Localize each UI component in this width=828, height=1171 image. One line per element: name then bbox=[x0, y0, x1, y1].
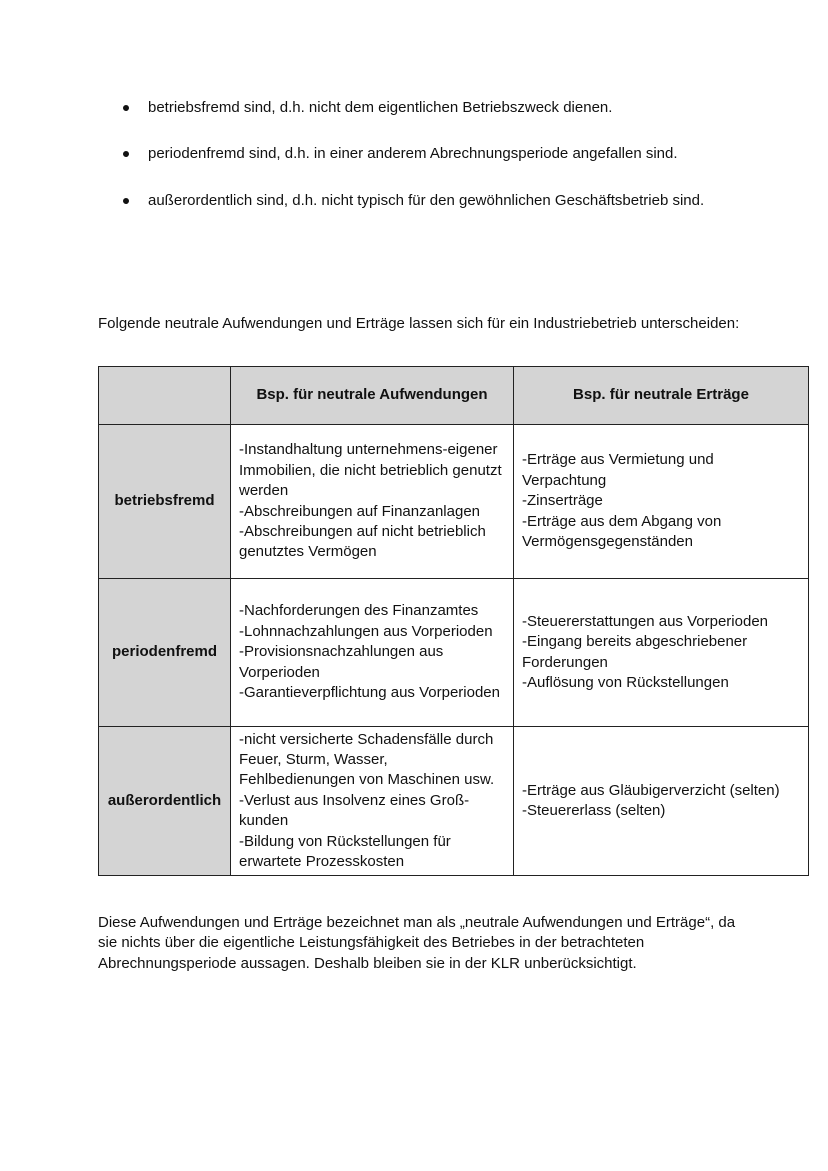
cell-item: -Eingang bereits abgeschriebener Forderungen bbox=[522, 633, 748, 671]
ertraege-cell bbox=[514, 727, 809, 876]
neutral-items-table bbox=[98, 366, 809, 876]
table-row bbox=[99, 727, 809, 876]
cell-item: -Instandhaltung unternehmens-eigener Immobilien, die nicht betrieblich genutzt werden bbox=[239, 441, 502, 500]
cell-item: -Steuererlass (selten) bbox=[522, 802, 666, 819]
bullet-list bbox=[120, 98, 760, 237]
bullet-text: betriebsfremd sind, d.h. nicht dem eigentlichen Betriebszweck dienen. bbox=[148, 99, 613, 116]
ertraege-cell bbox=[514, 579, 809, 727]
ertraege-cell bbox=[514, 425, 809, 579]
cell-item: -Garantieverpflichtung aus Vorperioden bbox=[239, 684, 500, 702]
cell-item: -Erträge aus Vermietung und Verpachtung bbox=[522, 451, 714, 489]
aufwendungen-cell bbox=[231, 425, 514, 579]
closing-paragraph: Diese Aufwendungen und Erträge bezeichnet man als „neutrale Aufwendungen und Erträge“, da sie nichts über die eigentliche Leistungsfähigkeit des Betriebes in der betrachteten Abrechnungsperiode aussagen. Deshalb bleiben sie in der KLR unberücksichtigt. bbox=[98, 914, 736, 972]
bullet-text: periodenfremd sind, d.h. in einer anderem Abrechnungsperiode angefallen sind. bbox=[148, 145, 678, 163]
cell-item: -Erträge aus Gläubigerverzicht (selten) bbox=[522, 781, 780, 799]
row-label-ausserordentlich: außerordentlich bbox=[99, 727, 231, 876]
header-corner-cell bbox=[99, 367, 231, 425]
cell-item: -Verlust aus Insolvenz eines Groß-kunden bbox=[239, 791, 470, 830]
cell-item: -Lohnnachzahlungen aus Vorperioden bbox=[239, 622, 493, 640]
bullet-text: außerordentlich sind, d.h. nicht typisch für den gewöhnlichen Geschäftsbetrieb sind. bbox=[148, 191, 705, 209]
bullet-item bbox=[120, 144, 760, 164]
bullet-dot-icon bbox=[123, 105, 129, 111]
header-ertraege: Bsp. für neutrale Erträge bbox=[514, 367, 809, 425]
aufwendungen-cell bbox=[231, 579, 514, 727]
cell-item: -Abschreibungen auf nicht betrieblich genutztes Vermögen bbox=[239, 522, 486, 561]
intro-paragraph: Folgende neutrale Aufwendungen und Erträge lassen sich für ein Industriebetrieb unterscheiden: bbox=[98, 315, 740, 332]
cell-item: -Erträge aus dem Abgang von Vermögensgegenständen bbox=[522, 512, 722, 551]
row-label-periodenfremd: periodenfremd bbox=[99, 579, 231, 727]
cell-item: -Auflösung von Rückstellungen bbox=[522, 673, 729, 691]
table-row bbox=[99, 425, 809, 579]
cell-item: -Steuererstattungen aus Vorperioden bbox=[522, 612, 768, 630]
cell-item: -Nachforderungen des Finanzamtes bbox=[239, 602, 479, 620]
bullet-item bbox=[120, 191, 760, 211]
cell-item: -Bildung von Rückstellungen für erwartete Prozesskosten bbox=[239, 832, 451, 871]
cell-item: -Zinserträge bbox=[522, 492, 603, 510]
aufwendungen-cell bbox=[231, 727, 514, 876]
cell-item: -Abschreibungen auf Finanzanlagen bbox=[239, 502, 481, 520]
row-label-betriebsfremd: betriebsfremd bbox=[99, 425, 231, 579]
header-aufwendungen: Bsp. für neutrale Aufwendungen bbox=[231, 367, 514, 425]
cell-item: -Provisionsnachzahlungen aus Vorperioden bbox=[239, 643, 444, 681]
bullet-item bbox=[120, 98, 760, 118]
table-header-row bbox=[99, 367, 809, 425]
bullet-dot-icon bbox=[123, 151, 129, 157]
cell-item: -nicht versicherte Schadensfälle durch Feuer, Sturm, Wasser, Fehlbedienungen von Maschinen usw. bbox=[239, 730, 495, 789]
bullet-dot-icon bbox=[123, 198, 129, 204]
table-row bbox=[99, 579, 809, 727]
